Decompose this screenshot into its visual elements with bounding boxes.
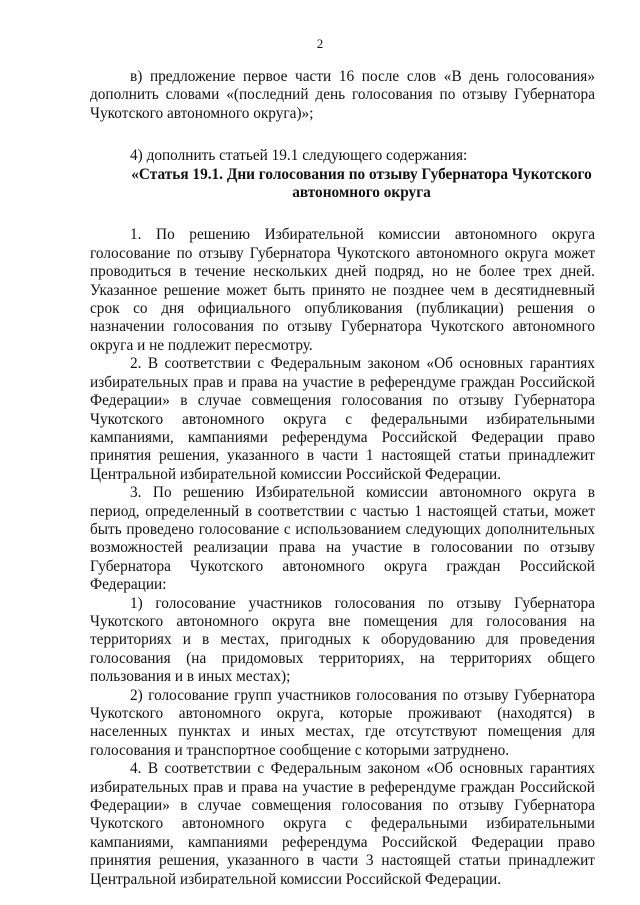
- article-part-1: 1. По решению Избирательной комиссии автономного округа голосование по отзыву Губернатора Чукотского автономного округа может проводиться в течение нескольких дней подряд, но не более трех дней. Указанное решение может быть принято не позднее чем в десятидневный срок со дня официального опубликования (публикации) решения о назначении голосования по отзыву Губернатора Чукотского автономного округа и не подлежит пересмотру.: [90, 226, 595, 354]
- amendment-item-4-intro: 4) дополнить статьей 19.1 следующего содержания:: [130, 147, 468, 165]
- article-part-2: 2. В соответствии с Федеральным законом «Об основных гарантиях избирательных прав и права на участие в референдуме граждан Российской Федерации» в случае совмещения голосования по отзыву Губернатора Чукотского автономного округа с федеральными избирательными кампаниями, кампаниями референдума Российской Федерации право принятия решения, указанного в части 1 настоящей статьи принадлежит Центральной избирательной комиссии Российской Федерации.: [90, 355, 595, 483]
- amendment-item-v: в) предложение первое части 16 после слов «В день голосования» дополнить словами «(последний день голосования по отзыву Губернатора Чукотского автономного округа)»;: [90, 68, 595, 122]
- document-body: [90, 68, 595, 889]
- article-title: «Статья 19.1. Дни голосования по отзыву Губернатора Чукотского автономного округа: [131, 165, 592, 202]
- article-part-3: 3. По решению Избирательной комиссии автономного округа в период, определенный в соответствии с частью 1 настоящей статьи, может быть проведено голосование с использованием следующих дополнительных возможностей реализации права на участие в голосовании по отзыву Губернатора Чукотского автономного округа граждан Российской Федерации:: [90, 484, 595, 594]
- article-part-3-item-2: 2) голосование групп участников голосования по отзыву Губернатора Чукотского автономного округа, которые проживают (находятся) в населенных пунктах и иных местах, где отсутствуют помещения для голосования и транспортное сообщение с которыми затруднено.: [90, 686, 595, 759]
- article-part-3-item-1: 1) голосование участников голосования по отзыву Губернатора Чукотского автономного округа вне помещения для голосования на территориях и в местах, пригодных к оборудованию для проведения голосования (на придомовых территориях, на территориях общего пользования и в иных местах);: [90, 594, 595, 686]
- page-number: 2: [316, 36, 324, 51]
- article-part-4: 4. В соответствии с Федеральным законом «Об основных гарантиях избирательных прав и права на участие в референдуме граждан Российской Федерации» в случае совмещения голосования по отзыву Губернатора Чукотского автономного округа с федеральными избирательными кампаниями, кампаниями референдума Российской Федерации право принятия решения, указанного в части 3 настоящей статьи принадлежит Центральной избирательной комиссии Российской Федерации.: [90, 760, 595, 888]
